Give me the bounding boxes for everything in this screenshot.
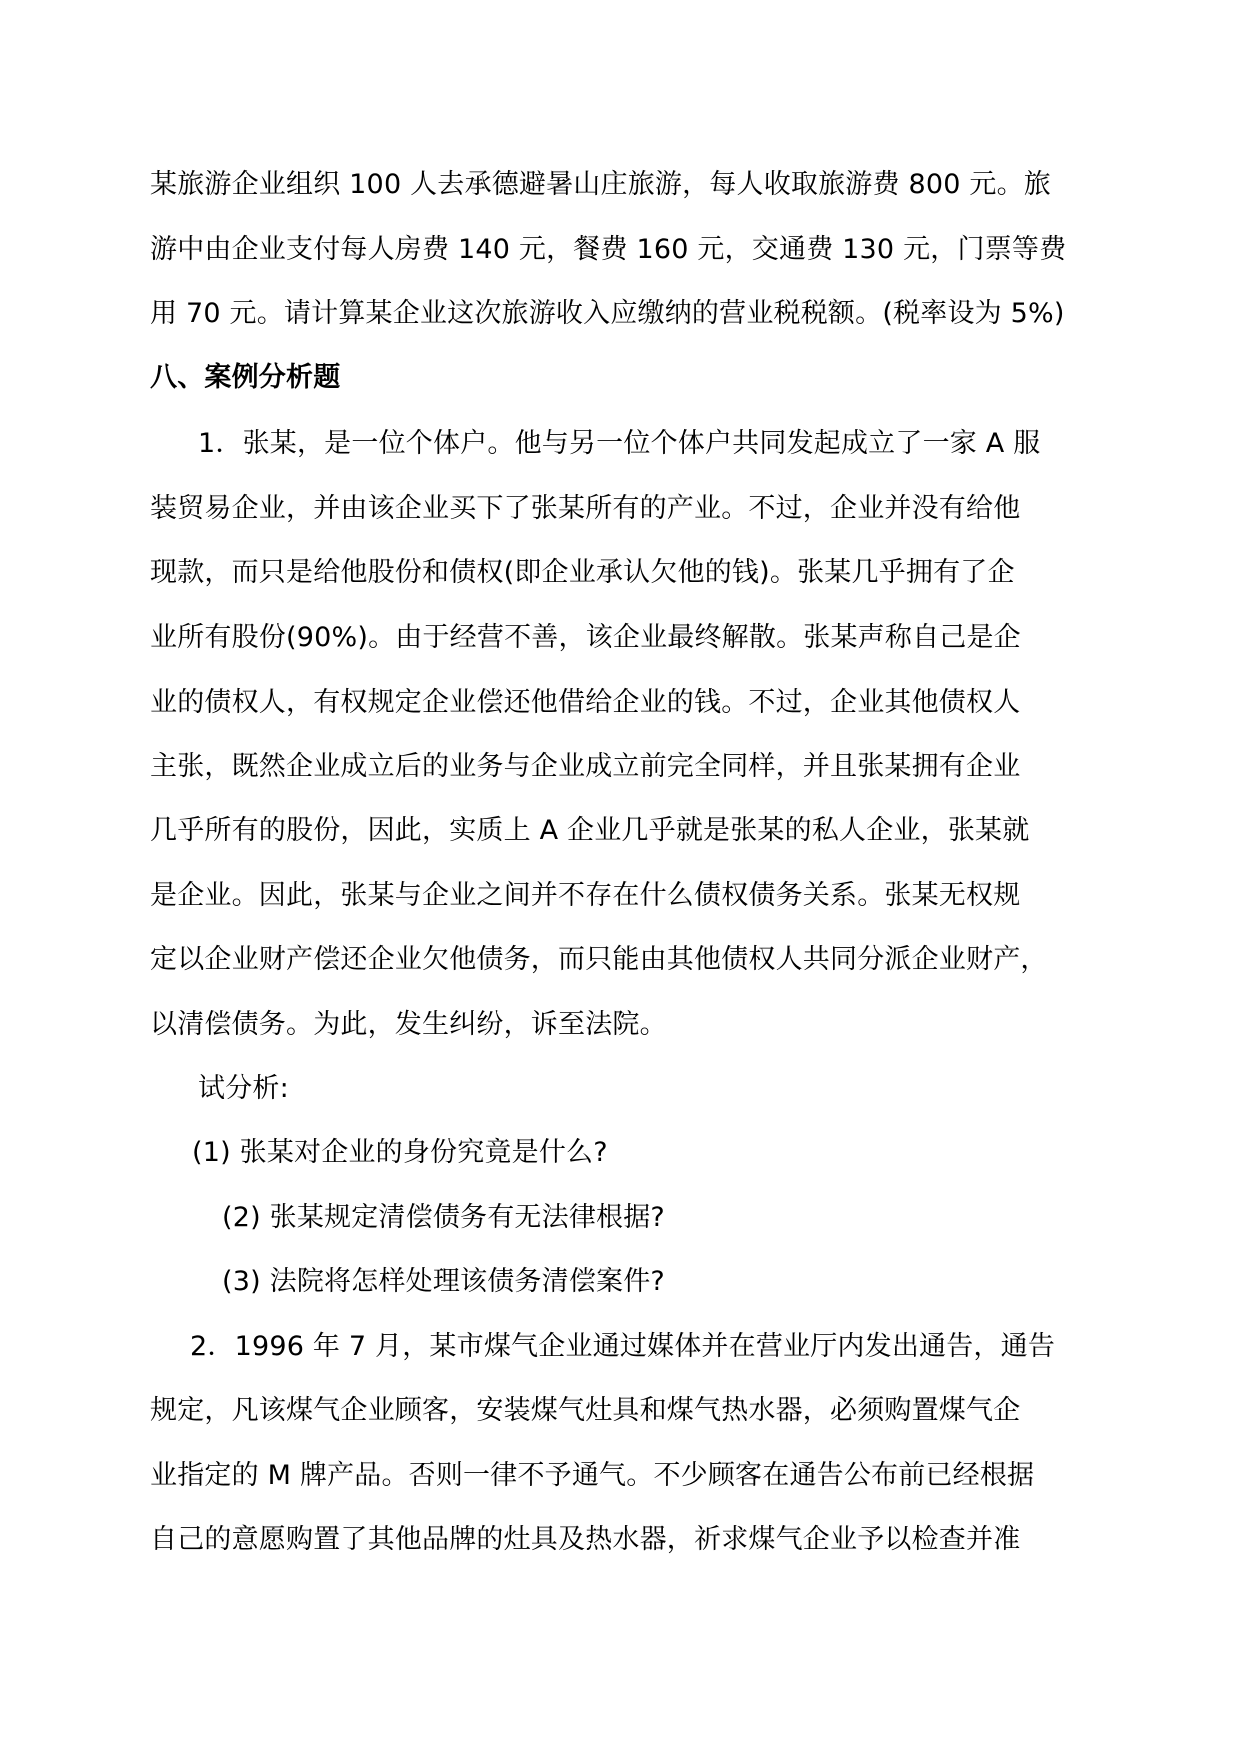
case1-line: 现款，而只是给他股份和债权(即企业承认欠他的钱)。张某几乎拥有了企	[150, 557, 1015, 588]
intro-line: 某旅游企业组织 100 人去承德避暑山庄旅游，每人收取旅游费 800 元。旅	[150, 169, 1051, 200]
case2-line: 自己的意愿购置了其他品牌的灶具及热水器，祈求煤气企业予以检查并准	[150, 1524, 1021, 1555]
question-item: (2) 张某规定清偿债务有无法律根据?	[222, 1202, 665, 1233]
case1-line: 几乎所有的股份，因此，实质上 A 企业几乎就是张某的私人企业，张某就	[150, 815, 1030, 846]
case2-line: 规定，凡该煤气企业顾客，安装煤气灶具和煤气热水器，必须购置煤气企	[150, 1395, 1021, 1426]
case2-line: 业指定的 M 牌产品。否则一律不予通气。不少顾客在通告公布前已经根据	[150, 1460, 1035, 1491]
question-item: (3) 法院将怎样处理该债务清偿案件?	[222, 1266, 665, 1297]
case1-line: 业的债权人，有权规定企业偿还他借给企业的钱。不过，企业其他债权人	[150, 687, 1021, 718]
case1-line: 是企业。因此，张某与企业之间并不存在什么债权债务关系。张某无权规	[150, 880, 1021, 911]
intro-line: 用 70 元。请计算某企业这次旅游收入应缴纳的营业税税额。(税率设为 5%)	[150, 298, 1065, 329]
case1-line: 定以企业财产偿还企业欠他债务，而只能由其他债权人共同分派企业财产，	[150, 944, 1048, 975]
intro-line: 游中由企业支付每人房费 140 元，餐费 160 元，交通费 130 元，门票等费	[150, 234, 1067, 265]
case2-line: 2．1996 年 7 月，某市煤气企业通过媒体并在营业厅内发出通告，通告	[190, 1331, 1056, 1362]
case1-line: 业所有股份(90%)。由于经营不善，该企业最终解散。张某声称自己是企	[150, 622, 1021, 653]
question-item: (1) 张某对企业的身份究竟是什么?	[192, 1137, 608, 1168]
case1-line: 以清偿债务。为此，发生纠纷，诉至法院。	[150, 1009, 667, 1040]
case1-line: 1．张某，是一位个体户。他与另一位个体户共同发起成立了一家 A 服	[198, 428, 1041, 459]
case1-line: 主张，既然企业成立后的业务与企业成立前完全同样，并且张某拥有企业	[150, 751, 1021, 782]
case1-line: 装贸易企业，并由该企业买下了张某所有的产业。不过，企业并没有给他	[150, 493, 1021, 524]
section-heading: 八、案例分析题	[150, 362, 341, 393]
analysis-label: 试分析:	[198, 1073, 289, 1104]
